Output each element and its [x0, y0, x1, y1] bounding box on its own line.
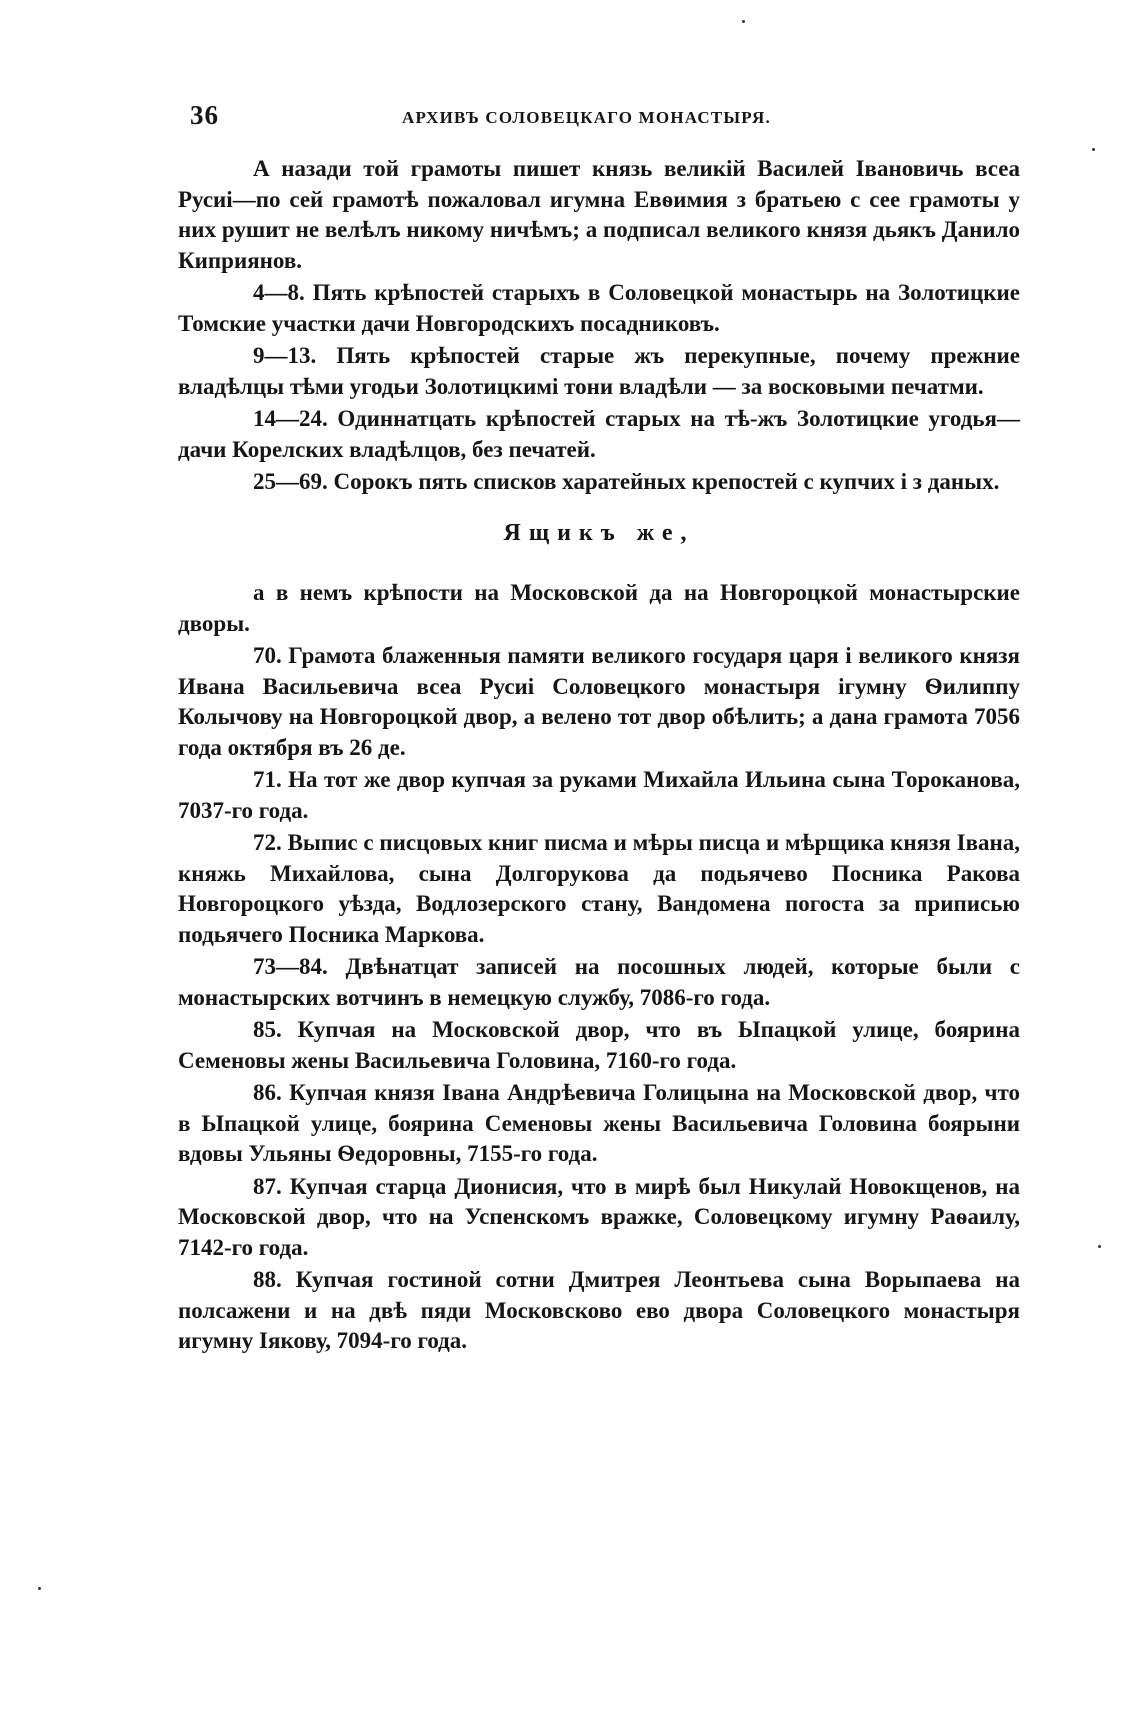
- scan-speck: [742, 20, 745, 23]
- page-number: 36: [190, 100, 219, 130]
- paragraph-entry-70: 70. Грамота блаженныя памяти великого государя царя і великого князя Ивана Васильевича всеа Русиі Соловецкого монастыря ігумну Ѳилиппу Колычову на Новгороцкой двор, а велено тот двор обѣлить; а дана грамота 7056 года октября въ 26 де.: [178, 643, 1020, 760]
- paragraph-entry-72: 72. Выпис с писцовых книг писма и мѣры писца и мѣрщика князя Івана, княжь Михайлова, сына Долгорукова да подьячево Посника Ракова Новгороцкого уѣзда, Водлозерского стану, Вандомена погоста за приписью подьячего Посника Маркова.: [178, 830, 1020, 947]
- paragraph-entry-85: 85. Купчая на Московской двор, что въ Ыпацкой улице, боярина Семеновы жены Васильевича Головина, 7160-го года.: [178, 1017, 1020, 1073]
- body-text: [178, 154, 1020, 1359]
- running-header: [190, 100, 1030, 140]
- paragraph-entry-9-13: 9—13. Пять крѣпостей старые жъ перекупные, почему прежние владѣлцы тѣми угодьи Золотицкимі тони владѣли — за восковыми печатми.: [178, 343, 1020, 399]
- paragraph-entry-4-8: 4—8. Пять крѣпостей старыхъ в Соловецкой монастырь на Золотицкие Томские участки дачи Новгородскихъ посадниковъ.: [178, 280, 1020, 336]
- paragraph-entry-73-84: 73—84. Двѣнатцат записей на посошных людей, которые были с монастырских вотчинъ в немецкую службу, 7086-го года.: [178, 954, 1020, 1010]
- paragraph-section-intro: а в немъ крѣпости на Московской да на Новгороцкой монастырские дворы.: [178, 580, 1020, 636]
- paragraph-entry-87: 87. Купчая старца Дионисия, что в мирѣ был Никулай Новокщенов, на Московской двор, что на Успенскомъ вражке, Соловецкому игумну Раѳаилу, 7142-го года.: [178, 1173, 1020, 1260]
- paragraph-entry-71: 71. На тот же двор купчая за руками Михайла Ильина сына Тороканова, 7037-го года.: [178, 767, 1020, 823]
- paragraph-entry-86: 86. Купчая князя Івана Андрѣевича Голицына на Московской двор, что в Ыпацкой улице, боярина Семеновы жены Васильевича Головина боярыни вдовы Ульяны Ѳедоровны, 7155-го года.: [178, 1080, 1020, 1166]
- running-title: АРХИВЪ СОЛОВЕЦКАГО МОНАСТЫРЯ.: [402, 108, 771, 127]
- paragraph-entry-25-69: 25—69. Сорокъ пять списков харатейных крепостей с купчих і з даных.: [253, 469, 1000, 494]
- paragraph-entry-88: 88. Купчая гостиной сотни Дмитрея Леонтьева сына Ворыпаева на полсажени и на двѣ пяди Московсково ево двора Соловецкого монастыря игумну Іякову, 7094-го года.: [178, 1267, 1020, 1353]
- paragraph-entry-14-24: 14—24. Одиннатцать крѣпостей старых на тѣ-жъ Золотицкие угодья—дачи Корелских владѣлцов, без печатей.: [178, 406, 1020, 462]
- paragraph-intro-1: А назади той грамоты пишет князь великій Василей Івановичь всеа Русиі—по сей грамотѣ пожаловал игумна Евѳимия з братьею с сее грамоты у них рушит не велѣлъ никому ничѣмъ; а подписал великого князя дьякъ Данило Киприянов.: [178, 156, 1020, 273]
- section-heading: Ящикъ же,: [503, 519, 695, 546]
- scan-speck: [38, 1587, 41, 1590]
- scan-speck: [1098, 1245, 1101, 1248]
- scan-speck: [1092, 148, 1095, 151]
